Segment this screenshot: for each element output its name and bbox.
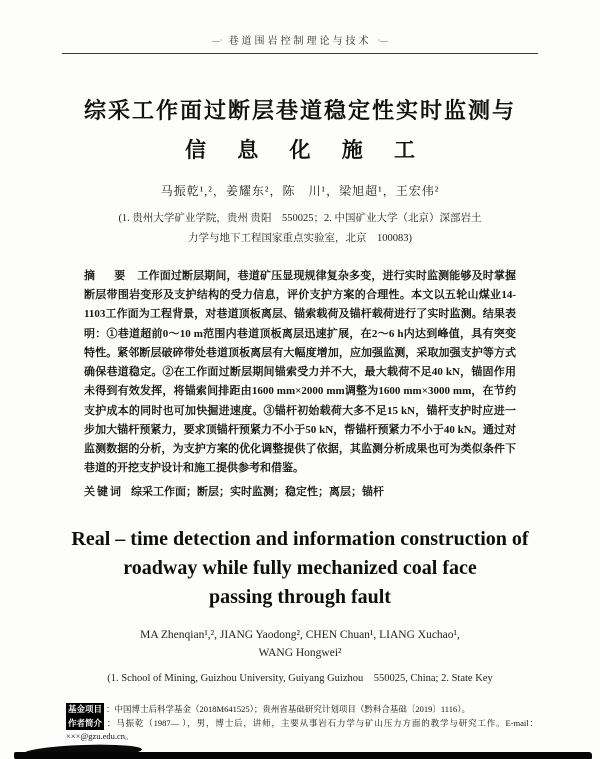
bio-footnote xyxy=(66,717,538,743)
paper-title-cn-line2: 信 息 化 施 工 xyxy=(185,138,428,162)
affiliation-cn-line1: (1. 贵州大学矿业学院，贵州 贵阳 550025；2. 中国矿业大学（北京）深部岩土 xyxy=(118,213,482,224)
authors-en-line1: MA Zhenqian¹,², JIANG Yaodong², CHEN Chuan¹, LIANG Xuchao¹, xyxy=(140,628,460,641)
fund-text: ：中国博士后科学基金（2018M641525）；贵州省基础研究计划项目（黔科合基础〔2019〕1116）。 xyxy=(106,704,470,715)
header-ornament-left: —· xyxy=(211,36,223,45)
authors-cn: 马振乾¹,²，姜耀东²，陈 川¹，梁旭超¹，王宏伟² xyxy=(160,184,440,198)
keywords-text: 综采工作面；断层；实时监测；稳定性；离层；锚杆 xyxy=(131,485,384,498)
abstract-label: 摘 要 xyxy=(84,269,130,282)
bio-label: 作者简介 xyxy=(66,717,104,730)
keywords-label: 关键词 xyxy=(84,485,123,498)
paper-title-cn-line1: 综采工作面过断层巷道稳定性实时监测与 xyxy=(83,98,516,123)
running-header-text: 巷道围岩控制理论与技术 xyxy=(228,36,372,47)
fund-footnote xyxy=(66,703,538,716)
authors-en-line2: WANG Hongwei² xyxy=(258,647,342,660)
affiliation-cn-line2: 力学与地下工程国家重点实验室，北京 100083) xyxy=(188,232,412,244)
affiliation-cn xyxy=(0,209,600,249)
bio-text: ：马振乾（1987— ），男，博士后，讲师，主要从事岩石力学与矿山压力方面的教学与研究工作。E-mail：×××@gzu.edu.cn。 xyxy=(66,717,538,741)
authors-en xyxy=(0,626,600,663)
running-header xyxy=(0,32,600,47)
scan-edge-bar xyxy=(14,752,592,759)
abstract-paragraph xyxy=(84,267,516,479)
header-rule xyxy=(62,53,538,54)
paper-title-en-line3: passing through fault xyxy=(209,585,391,608)
paper-title-en-line2: roadway while fully mechanized coal face xyxy=(123,556,477,579)
footnotes xyxy=(66,703,538,743)
paper-title-en-line1: Real – time detection and information construction of xyxy=(71,527,529,550)
abstract-text: 工作面过断层期间，巷道矿压显现规律复杂多变，进行实时监测能够及时掌握断层带围岩变形及支护结构的受力信息，评价支护方案的合理性。本文以五轮山煤业14-1103工作面为工程背景，对巷道顶板离层、锚索载荷及锚杆载荷进行了实时监测。结果表明：①巷道超前0～10 m范围内巷道顶板离层迅速扩展，在2～6 h内达到峰值，具有突变特性。紧邻断层破碎带处巷道顶板离层有大幅度增加，应加强监测，采取加强支护等方式确保巷道稳定。②在工作面过断层期间锚索受力并不大，最大载荷不足40 kN，锚固作用未得到有效发挥，将锚索间排距由1600 mm×2000 mm调整为1600 mm×3000 mm，在节约支护成本的同时也可加快掘进速度。③锚杆初始载荷大多不足15 kN，锚杆支护时应进一步加大锚杆预紧力，要求顶锚杆预紧力不小于50 kN，帮锚杆预紧力不小于40 kN。通过对监测数据的分析，为支护方案的优化调整提供了依据，其监测分析成果也可为类似条件下巷道的开挖支护设计和施工提供参考和借鉴。 xyxy=(84,269,517,475)
keywords-line xyxy=(84,483,516,499)
paper-title-en xyxy=(0,525,600,612)
header-ornament-right: ·— xyxy=(377,36,389,45)
affiliation-en: (1. School of Mining, Guizhou University, Guiyang Guizhou 550025, China; 2. State Key xyxy=(107,673,493,685)
fund-label: 基金项目 xyxy=(66,703,104,716)
